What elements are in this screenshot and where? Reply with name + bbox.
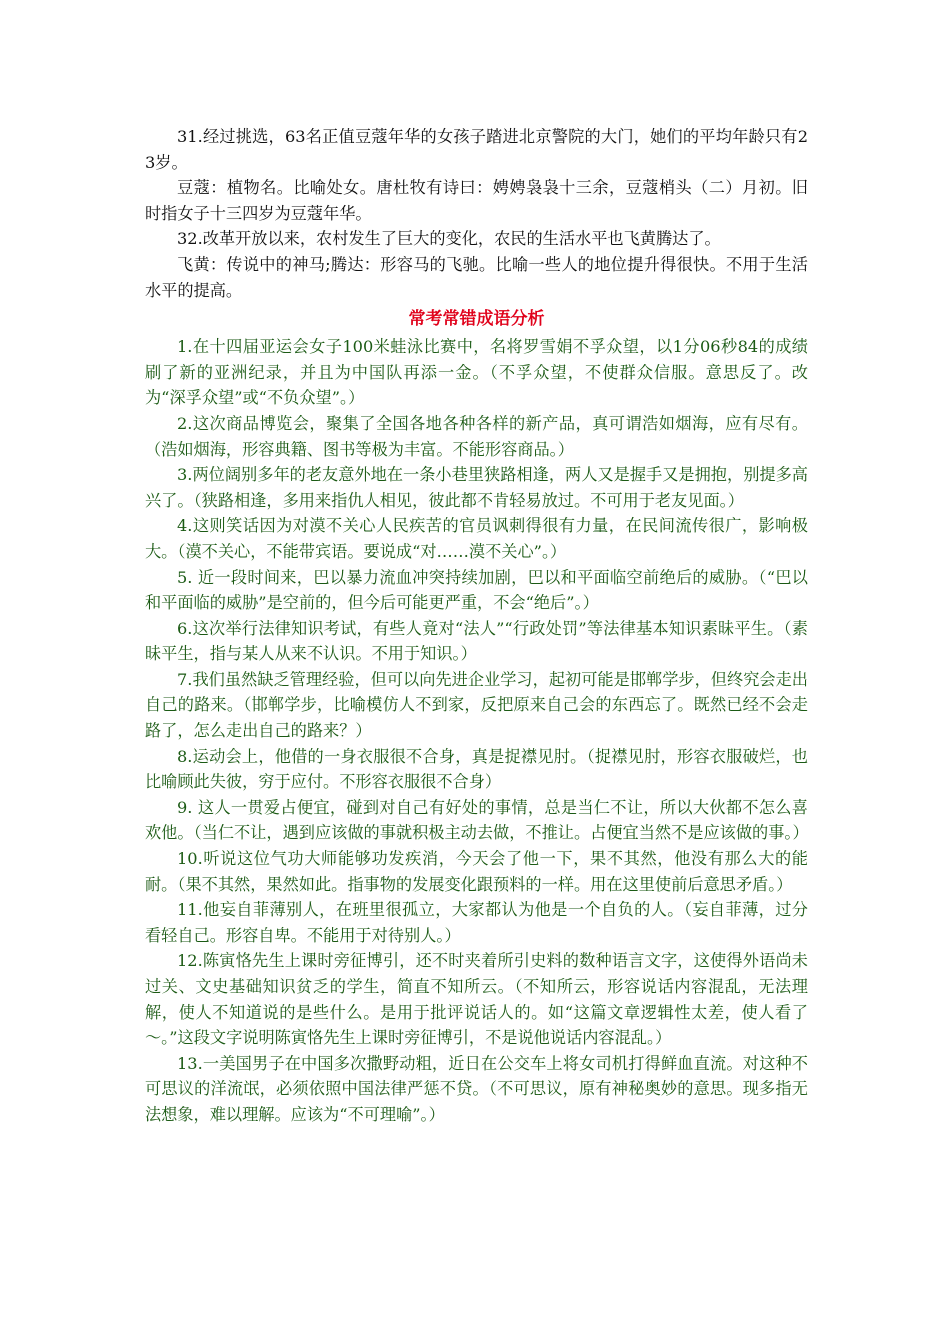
intro-paragraph-32: 32.改革开放以来，农村发生了巨大的变化，农民的生活水平也飞黄腾达了。 (177, 229, 721, 249)
idiom-item-10: 10.听说这位气功大师能够功发疾消，今天会了他一下，果不其然，他没有那么大的能耐。（果不其然，果然如此。指事物的发展变化跟预料的一样。用在这里使前后意思矛盾。） (145, 849, 808, 894)
idiom-item-3: 3.两位阔别多年的老友意外地在一条小巷里狭路相逢，两人又是握手又是拥抱，别提多高兴了。（狭路相逢，多用来指仇人相见，彼此都不肯轻易放过。不可用于老友见面。） (145, 465, 808, 510)
idiom-item-6: 6.这次举行法律知识考试，有些人竟对“法人”“行政处罚”等法律基本知识素昧平生。（素昧平生，指与某人从来不认识。不用于知识。） (145, 618, 808, 664)
idiom-item-13: 13.一美国男子在中国多次撒野动粗，近日在公交车上将女司机打得鲜血直流。对这种不可思议的洋流氓，必须依照中国法律严惩不贷。（不可思议，原有神秘奥妙的意思。现多指无法想象，难以理解。应该为“不可理喻”。） (145, 1053, 808, 1124)
idiom-item-1: 1.在十四届亚运会女子100米蛙泳比赛中，名将罗雪娟不孚众望，以1分06秒84的成绩刷了新的亚洲纪录，并且为中国队再添一金。（不孚众望，不使群众信服。意思反了。改为“深孚众望”或“不负众望”。） (145, 337, 808, 408)
intro-paragraph-31: 31.经过挑选，63名正值豆蔻年华的女孩子踏进北京警院的大门，她们的平均年龄只有23岁。 (145, 127, 808, 172)
idiom-item-4: 4.这则笑话因为对漠不关心人民疾苦的官员讽刺得很有力量，在民间流传很广，影响极大。（漠不关心，不能带宾语。要说成“对……漠不关心”。） (145, 516, 808, 561)
idiom-item-8: 8.运动会上，他借的一身衣服很不合身，真是捉襟见肘。（捉襟见肘，形容衣服破烂，也比喻顾此失彼，穷于应付。不形容衣服很不合身） (145, 746, 808, 792)
idiom-item-11: 11.他妄自菲薄别人，在班里很孤立，大家都认为他是一个自负的人。（妄自菲薄，过分看轻自己。形容自卑。不能用于对待别人。） (145, 900, 808, 945)
document-body (145, 124, 808, 1128)
idiom-item-12: 12.陈寅恪先生上课时旁征博引，还不时夹着所引史料的数种语言文字，这使得外语尚未过关、文史基础知识贫乏的学生，简直不知所云。（不知所云，形容说话内容混乱，无法理解，使人不知道说的是些什么。是用于批评说话人的。如“这篇文章逻辑性太差，使人看了～。”这段文字说明陈寅恪先生上课时旁征博引，不是说他说话内容混乱。） (145, 951, 808, 1048)
section-title: 常考常错成语分析 (408, 309, 545, 330)
idiom-item-9: 9. 这人一贯爱占便宜，碰到对自己有好处的事情，总是当仁不让，所以大伙都不怎么喜欢他。（当仁不让，遇到应该做的事就积极主动去做，不推让。占便宜当然不是应该做的事。） (145, 797, 809, 843)
intro-paragraph-feihuang: 飞黄：传说中的神马;腾达：形容马的飞驰。比喻一些人的地位提升得很快。不用于生活水平的提高。 (145, 254, 808, 300)
idiom-item-2: 2.这次商品博览会，聚集了全国各地各种各样的新产品，真可谓浩如烟海，应有尽有。（浩如烟海，形容典籍、图书等极为丰富。不能形容商品。） (145, 413, 808, 459)
intro-paragraph-doukou: 豆蔻：植物名。比喻处女。唐杜牧有诗曰：娉娉袅袅十三余，豆蔻梢头（二）月初。旧时指女子十三四岁为豆蔻年华。 (145, 178, 808, 223)
idiom-item-5: 5. 近一段时间来，巴以暴力流血冲突持续加剧，巴以和平面临空前绝后的威胁。（“巴以和平面临的威胁”是空前的，但今后可能更严重，不会“绝后”。） (145, 567, 808, 613)
idiom-item-7: 7.我们虽然缺乏管理经验，但可以向先进企业学习，起初可能是邯郸学步，但终究会走出自己的路来。（邯郸学步，比喻模仿人不到家，反把原来自己会的东西忘了。既然已经不会走路了，怎么走出自己的路来？） (145, 669, 808, 741)
